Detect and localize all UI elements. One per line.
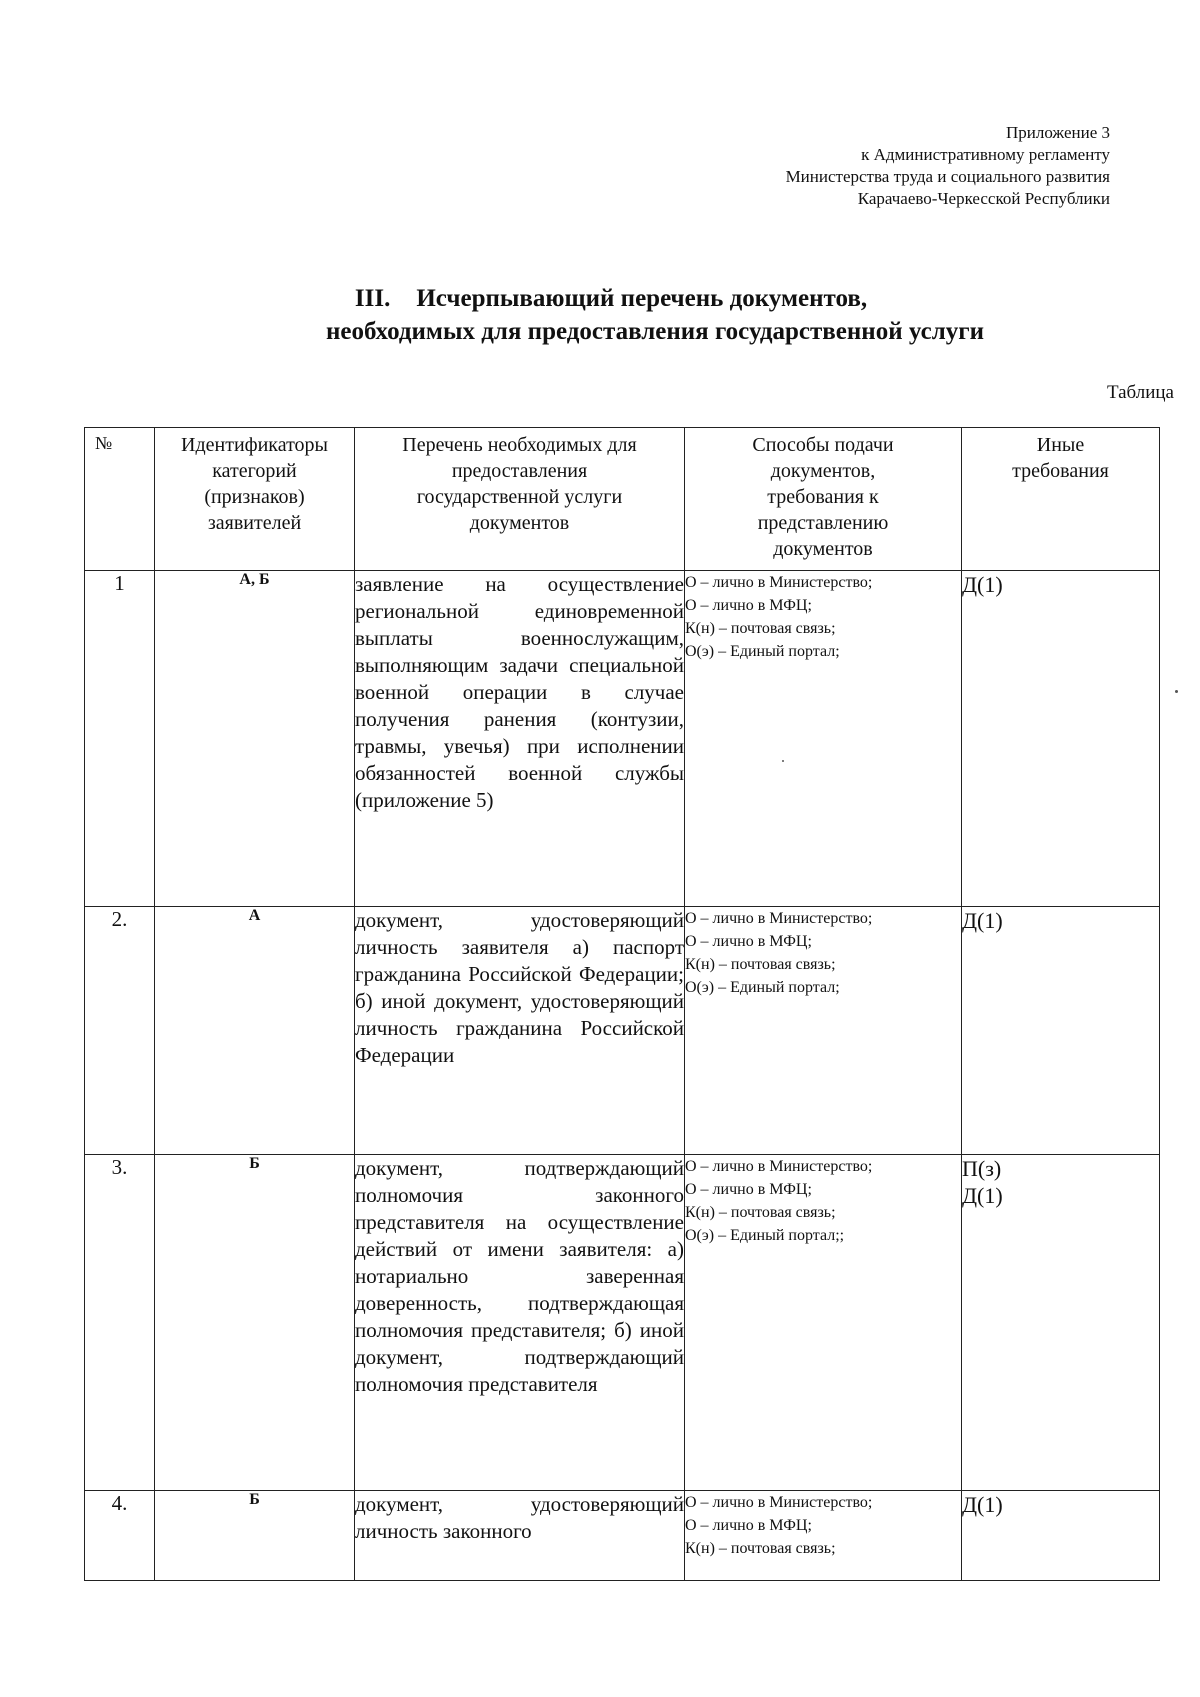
way-item: К(н) – почтовая связь; (685, 1540, 836, 1557)
row-document: документ, удостоверяющий личность заявителя а) паспорт гражданина Российской Федерации; б) иной документ, удостоверяющий личность гражданина Российской Федерации (355, 907, 685, 1155)
row-submission-ways (685, 907, 962, 1155)
table-header-row (85, 428, 1160, 571)
row-submission-ways (685, 1491, 962, 1581)
table-row (85, 1491, 1160, 1581)
title-text-1: Исчерпывающий перечень документов, (416, 285, 868, 312)
scan-speck (782, 760, 784, 762)
row-identifiers: Б (155, 1155, 355, 1491)
requirement-code: Д(1) (962, 572, 1003, 597)
row-number: 4. (85, 1491, 155, 1581)
way-item: О – лично в Министерство; (685, 1494, 873, 1511)
row-other-requirements (962, 1491, 1160, 1581)
appendix-line: Приложение 3 (1006, 123, 1110, 142)
row-number: 3. (85, 1155, 155, 1491)
header-num: № (85, 428, 155, 571)
table-caption: Таблица (1106, 382, 1174, 403)
appendix-note (786, 122, 1110, 210)
way-item: О – лично в Министерство; (685, 574, 873, 591)
way-item: К(н) – почтовая связь; (685, 620, 836, 637)
row-identifiers: Б (155, 1491, 355, 1581)
table-row (85, 1155, 1160, 1491)
way-item: О – лично в Министерство; (685, 910, 873, 927)
appendix-line: Карачаево-Черкесской Республики (857, 189, 1110, 208)
row-other-requirements (962, 571, 1160, 907)
header-submission-ways: Способы подачи документов, требования к представлению документов (685, 428, 962, 571)
appendix-line: к Административному регламенту (861, 145, 1110, 164)
table-row (85, 571, 1160, 907)
way-item: О(э) – Единый портал; (685, 979, 840, 996)
row-identifiers: А (155, 907, 355, 1155)
row-submission-ways (685, 1155, 962, 1491)
section-number: III. (354, 285, 391, 312)
way-item: О(э) – Единый портал;; (685, 1227, 845, 1244)
title-line-1 (0, 282, 1200, 315)
row-number: 1 (85, 571, 155, 907)
row-document: документ, подтверждающий полномочия законного представителя на осуществление действий от имени заявителя: а) нотариально заверенная доверенность, подтверждающая полномочия представителя; б) иной документ, подтверждающий полномочия представителя (355, 1155, 685, 1491)
row-document: документ, удостоверяющий личность законного (355, 1491, 685, 1581)
header-identifiers: Идентификаторы категорий (признаков) заявителей (155, 428, 355, 571)
row-document: заявление на осуществление региональной единовременной выплаты военнослужащим, выполняющим задачи специальной военной операции в случае получения ранения (контузии, травмы, увечья) при исполнении обязанностей военной службы (приложение 5) (355, 571, 685, 907)
way-item: О – лично в Министерство; (685, 1158, 873, 1175)
way-item: К(н) – почтовая связь; (685, 1204, 836, 1221)
section-title (0, 282, 1200, 348)
row-other-requirements (962, 907, 1160, 1155)
scan-speck (1175, 690, 1178, 693)
title-line-2: необходимых для предоставления государственной услуги (326, 318, 984, 345)
row-number: 2. (85, 907, 155, 1155)
way-item: О – лично в МФЦ; (685, 597, 812, 614)
requirement-code: Д(1) (962, 1492, 1003, 1517)
requirement-code: Д(1) (962, 1183, 1003, 1208)
requirement-code: Д(1) (962, 908, 1003, 933)
documents-table (84, 427, 1160, 1581)
table-row (85, 907, 1160, 1155)
appendix-line: Министерства труда и социального развития (785, 167, 1110, 186)
way-item: О – лично в МФЦ; (685, 1181, 812, 1198)
way-item: О(э) – Единый портал; (685, 643, 840, 660)
header-document-list: Перечень необходимых для предоставления государственной услуги документов (355, 428, 685, 571)
row-submission-ways (685, 571, 962, 907)
requirement-code: П(з) (962, 1156, 1002, 1181)
way-item: О – лично в МФЦ; (685, 933, 812, 950)
header-other-requirements: Иные требования (962, 428, 1160, 571)
row-identifiers: А, Б (155, 571, 355, 907)
way-item: О – лично в МФЦ; (685, 1517, 812, 1534)
row-other-requirements (962, 1155, 1160, 1491)
way-item: К(н) – почтовая связь; (685, 956, 836, 973)
